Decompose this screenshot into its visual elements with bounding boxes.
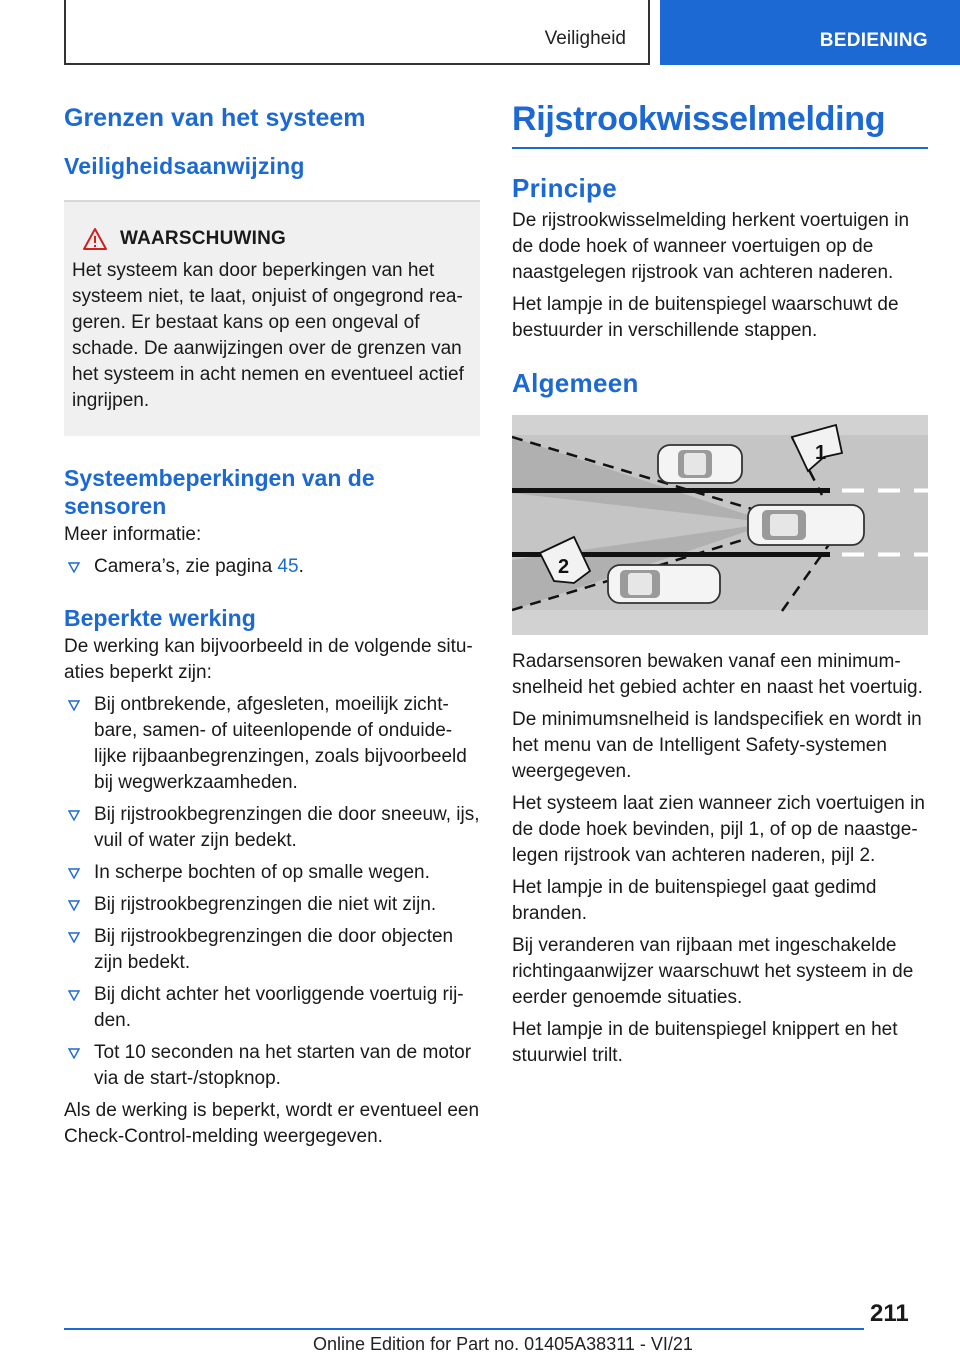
warning-triangle-icon <box>82 227 108 251</box>
list-item: Bij rijstrookbegrenzingen die door sneeuw, ijs, vuil of water zijn bedekt. <box>64 802 480 854</box>
subsection-title-sensors: Systeembeperkingen van de sensoren <box>64 465 375 519</box>
sensors-intro: Meer informatie: <box>64 524 202 545</box>
section-title-limits: Grenzen van het systeem <box>64 104 366 132</box>
triangle-bullet-icon <box>68 561 80 573</box>
general-paragraph: Het systeem laat zien wanneer zich voertuigen in de dode hoek bevinden, pijl 1, of op de naastge-legen rijstrook van achteren naderen, pijl 2. <box>512 793 925 866</box>
principle-text-2: Het lampje in de buitenspiegel waarschuwt de bestuurder in verschillende stappen. <box>512 294 899 341</box>
general-paragraph: Het lampje in de buitenspiegel gaat gedimd branden. <box>512 877 877 924</box>
section-title-lane-change: Rijstrookwisselmelding <box>512 100 928 149</box>
car-icon <box>608 565 720 603</box>
sensors-list <box>64 554 480 580</box>
list-item: Bij rijstrookbegrenzingen die niet wit zijn. <box>64 892 480 918</box>
list-item: Tot 10 seconden na het starten van de motor via de start-/stopknop. <box>64 1040 480 1092</box>
header-chapter-label: BEDIENING <box>819 30 928 51</box>
subsection-title-principle: Principe <box>512 173 617 203</box>
lane-change-diagram <box>512 415 928 635</box>
left-column <box>64 100 480 1150</box>
car-icon <box>658 445 742 483</box>
car-icon <box>748 505 864 545</box>
triangle-bullet-icon <box>68 899 80 911</box>
subsection-title-limited: Beperkte werking <box>64 605 256 631</box>
general-paragraph: Het lampje in de buitenspiegel knippert en het stuurwiel trilt. <box>512 1019 898 1066</box>
header-section-box <box>64 0 650 65</box>
limited-outro: Als de werking is beperkt, wordt er eventueel een Check-Control-melding weergegeven. <box>64 1100 480 1147</box>
warning-text: Het systeem kan door beperkingen van het systeem niet, te laat, onjuist of ongegrond rea-geren. Er bestaat kans op een ongeval of schade. De aanwijzingen over de grenzen van het systeem in acht nemen en eventueel actief ingrijpen. <box>72 260 464 411</box>
subsection-title-general: Algemeen <box>512 368 639 398</box>
footer-divider <box>64 1328 864 1330</box>
list-item: Bij dicht achter het voorliggende voertuig rij-den. <box>64 982 480 1034</box>
general-paragraph: Radarsensoren bewaken vanaf een minimum-snelheid het gebied achter en naast het voertuig. <box>512 651 923 698</box>
limited-intro: De werking kan bijvoorbeeld in de volgende situ-aties beperkt zijn: <box>64 636 473 683</box>
warning-title: WAARSCHUWING <box>120 228 286 249</box>
page-link-45[interactable]: 45 <box>277 556 299 577</box>
header-section-label: Veiligheid <box>544 28 626 49</box>
list-item: Camera’s, zie pagina 45. <box>64 554 480 580</box>
warning-box <box>64 200 480 436</box>
limited-list <box>64 692 480 1092</box>
list-item: Bij rijstrookbegrenzingen die door objecten zijn bedekt. <box>64 924 480 976</box>
principle-text-1: De rijstrookwisselmelding herkent voertuigen in de dode hoek of wanneer voertuigen op de naastgelegen rijstrook van achteren naderen. <box>512 210 910 283</box>
list-item: In scherpe bochten of op smalle wegen. <box>64 860 480 886</box>
general-paragraph: Bij veranderen van rijbaan met ingeschakelde richtingaanwijzer waarschuwt het systeem in de eerder genoemde situaties. <box>512 935 914 1008</box>
list-item: Bij ontbrekende, afgesleten, moeilijk zicht-bare, samen- of uiteenlopende of onduide-lijke rijbaanbegrenzingen, zoals bijvoorbeeld bij wegwerkzaamheden. <box>64 692 480 796</box>
triangle-bullet-icon <box>68 809 80 821</box>
general-paragraphs <box>512 649 928 1069</box>
header-chapter-tab[interactable] <box>660 0 960 65</box>
triangle-bullet-icon <box>68 699 80 711</box>
general-paragraph: De minimumsnelheid is landspecifiek en wordt in het menu van de Intelligent Safety-systemen weergegeven. <box>512 709 922 782</box>
arrow-2-label: 2 <box>558 556 570 578</box>
triangle-bullet-icon <box>68 989 80 1001</box>
page-number: 211 <box>870 1300 909 1327</box>
subsection-title-safety: Veiligheidsaanwijzing <box>64 153 305 179</box>
triangle-bullet-icon <box>68 931 80 943</box>
right-column <box>512 100 928 1069</box>
arrow-1-label: 1 <box>815 442 827 464</box>
triangle-bullet-icon <box>68 1047 80 1059</box>
footer-edition: Online Edition for Part no. 01405A38311 - VI/21 <box>313 1334 693 1354</box>
triangle-bullet-icon <box>68 867 80 879</box>
